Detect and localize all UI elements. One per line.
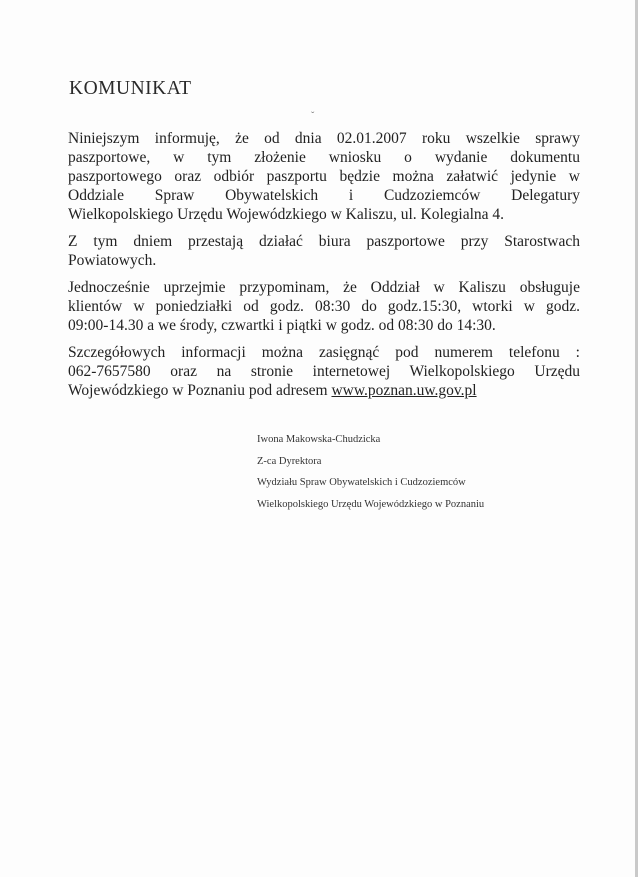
text-line: Szczegółowych informacji można zasięgnąć pod numerem telefonu : — [68, 344, 580, 361]
signatory-department: Wydziału Spraw Obywatelskich i Cudzoziemców — [257, 477, 466, 488]
text-line: Powiatowych. — [68, 252, 157, 269]
text-line: klientów w poniedziałki od godz. 08:30 do godz.15:30, wtorki w godz. — [68, 298, 580, 315]
paragraph-hours — [68, 278, 580, 335]
text-line — [68, 381, 580, 400]
signatory-position: Z-ca Dyrektora — [257, 455, 322, 467]
text-line: paszportowego oraz odbiór paszportu będzie można załatwić jedynie w — [68, 168, 580, 185]
text-line: Z tym dniem przestają działać biura paszportowe przy Starostwach — [68, 233, 580, 250]
text-line: 09:00-14.30 a we środy, czwartki i piątki w godz. od 08:30 do 14:30. — [68, 317, 496, 334]
paragraph-contact — [68, 343, 580, 400]
text-line: Wielkopolskiego Urzędu Wojewódzkiego w Kaliszu, ul. Kolegialna 4. — [68, 206, 505, 223]
stray-mark: ˇ — [311, 111, 315, 122]
signature-block — [257, 429, 484, 515]
text-line: Niniejszym informuję, że od dnia 02.01.2007 roku wszelkie sprawy — [68, 130, 580, 147]
text-line: paszportowe, w tym złożenie wniosku o wydanie dokumentu — [68, 149, 580, 166]
signatory-office: Wielkopolskiego Urzędu Wojewódzkiego w Poznaniu — [257, 498, 485, 510]
paragraph-closure — [68, 232, 580, 270]
document-body — [68, 129, 580, 408]
website-link[interactable]: www.poznan.uw.gov.pl — [331, 382, 477, 399]
text-line-prefix: Wojewódzkiego w Poznaniu pod adresem — [68, 382, 332, 399]
text-line: Jednocześnie uprzejmie przypominam, że Oddział w Kaliszu obsługuje — [68, 279, 580, 296]
text-line: Oddziale Spraw Obywatelskich i Cudzoziemców Delegatury — [68, 187, 580, 204]
text-line: 062-7657580 oraz na stronie internetowej Wielkopolskiego Urzędu — [68, 363, 580, 380]
paragraph-announcement — [68, 129, 580, 224]
document-title: KOMUNIKAT — [69, 78, 192, 99]
signatory-name: Iwona Makowska-Chudzicka — [257, 434, 381, 445]
